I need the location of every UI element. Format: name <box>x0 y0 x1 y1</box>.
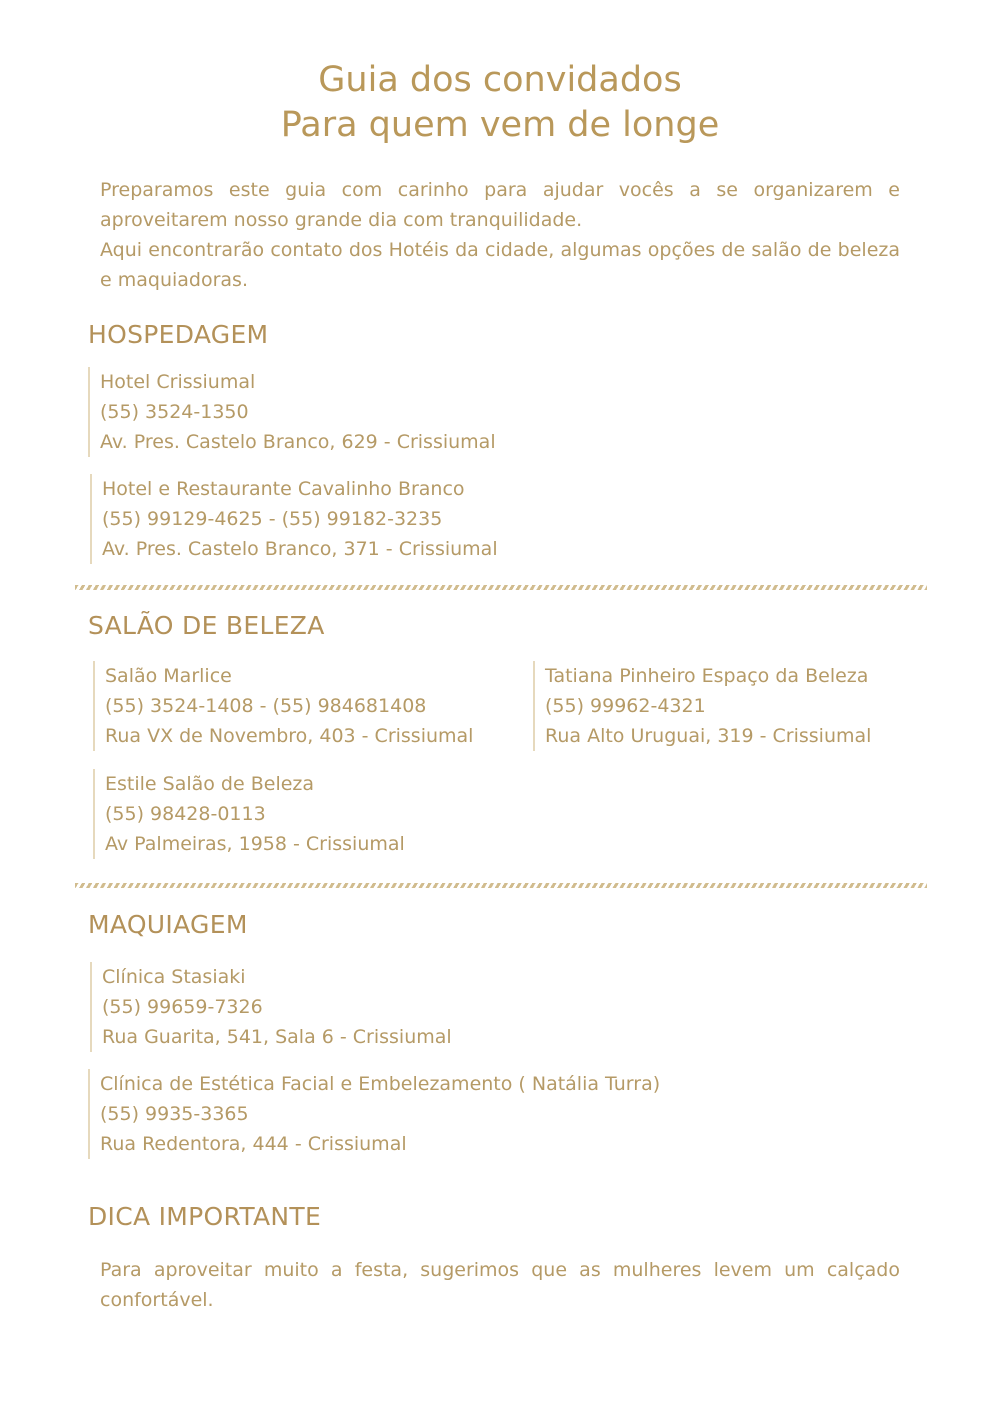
entry-address: Rua Alto Uruguai, 319 - Crissiumal <box>545 725 872 747</box>
entry-phone: (55) 3524-1350 <box>100 401 249 423</box>
entry-phone: (55) 3524-1408 - (55) 984681408 <box>105 695 427 717</box>
entry-name: Salão Marlice <box>105 665 232 687</box>
section-title-dica: DICA IMPORTANTE <box>88 1202 322 1231</box>
makeup-entry <box>88 1069 660 1159</box>
entry-address: Rua VX de Novembro, 403 - Crissiumal <box>105 725 474 747</box>
tip-text: Para aproveitar muito a festa, sugerimos que as mulheres levem um calçado confortável. <box>100 1259 900 1311</box>
entry-phone: (55) 9935-3365 <box>100 1103 249 1125</box>
hotel-entry <box>88 367 496 457</box>
entry-address: Av Palmeiras, 1958 - Crissiumal <box>105 833 405 855</box>
title-line-1: Guia dos convidados <box>318 60 682 100</box>
entry-phone: (55) 99659-7326 <box>102 996 263 1018</box>
entry-name: Tatiana Pinheiro Espaço da Beleza <box>545 665 869 687</box>
salon-entry <box>93 769 405 859</box>
entry-address: Av. Pres. Castelo Branco, 629 - Crissiumal <box>100 431 496 453</box>
entry-address: Rua Redentora, 444 - Crissiumal <box>100 1133 407 1155</box>
salon-entry <box>533 661 871 751</box>
entry-address: Av. Pres. Castelo Branco, 371 - Crissiumal <box>102 538 498 560</box>
entry-name: Clínica Stasiaki <box>102 966 246 988</box>
entry-name: Estile Salão de Beleza <box>105 773 315 795</box>
entry-phone: (55) 98428-0113 <box>105 803 266 825</box>
entry-phone: (55) 99962-4321 <box>545 695 706 717</box>
page-title <box>0 58 1000 148</box>
section-title-salao: SALÃO DE BELEZA <box>88 611 325 640</box>
section-divider <box>75 585 927 590</box>
entry-name: Clínica de Estética Facial e Embelezamento ( Natália Turra) <box>100 1073 661 1095</box>
entry-address: Rua Guarita, 541, Sala 6 - Crissiumal <box>102 1026 452 1048</box>
intro-paragraph-1: Preparamos este guia com carinho para ajudar vocês a se organizarem e aproveitarem nosso grande dia com tranquilidade. <box>100 179 900 231</box>
salon-entry <box>93 661 473 751</box>
section-title-maquiagem: MAQUIAGEM <box>88 910 248 939</box>
makeup-entry <box>90 962 452 1052</box>
entry-name: Hotel Crissiumal <box>100 371 256 393</box>
hotel-entry <box>90 474 498 564</box>
section-title-hospedagem: HOSPEDAGEM <box>88 320 269 349</box>
section-divider <box>75 883 927 888</box>
intro-paragraph-2: Aqui encontrarão contato dos Hotéis da cidade, algumas opções de salão de beleza e maquiadoras. <box>100 239 900 291</box>
intro-text <box>100 175 900 295</box>
entry-name: Hotel e Restaurante Cavalinho Branco <box>102 478 465 500</box>
title-line-2: Para quem vem de longe <box>280 105 720 145</box>
entry-phone: (55) 99129-4625 - (55) 99182-3235 <box>102 508 443 530</box>
